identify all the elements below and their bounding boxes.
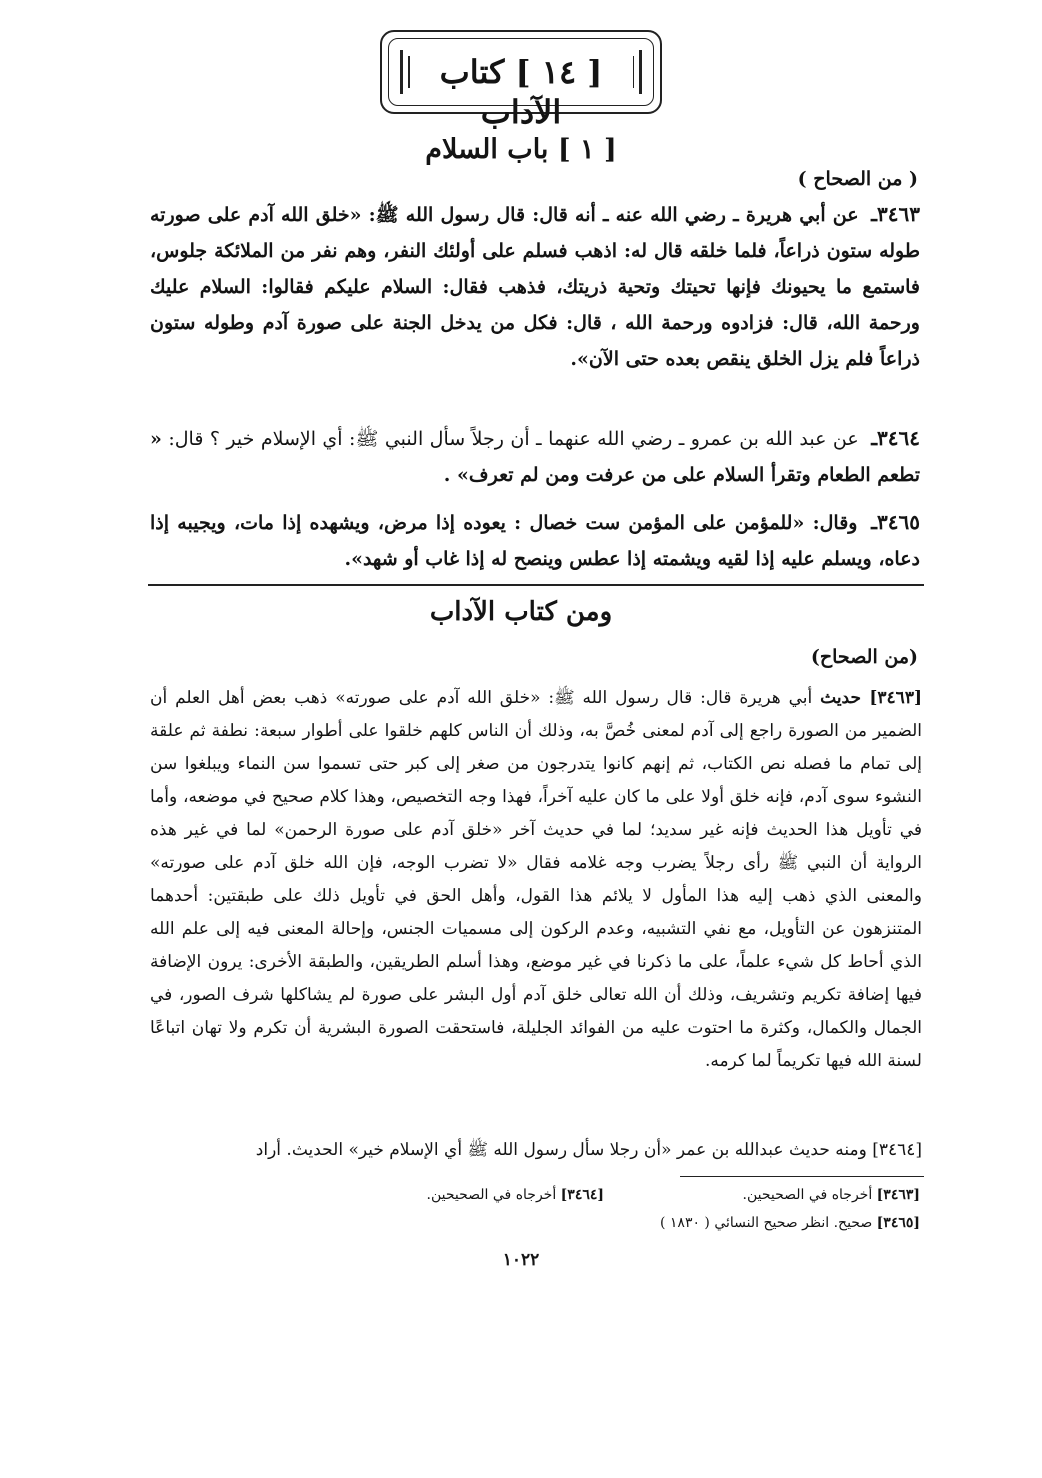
commentary-text: أبي هريرة قال: قال رسول الله ﷺ: «خلق الله آدم على صورته» ذهب بعض أهل العلم أن الضمير من الصورة راجع إلى آدم لمعنى خُصَّ به، وذلك أن الناس كلهم خلقوا على أطوار سبعة: نطفة ثم علقة إلى تمام ما فصله نص الكتاب، ثم إنهم كانوا يتدرجون من صغر إلى كبر حتى تسموا سن النماء ويبلغوا سن النشوء سوى آدم، فإنه خلق أولا على ما كان عليه آخراً، فهذا وجه التخصيص، وهذا كلام صحيح في موضعه، وأما في تأويل هذا الحديث فإنه غير سديد؛ لما في حديث آخر «خلق آدم على صورة الرحمن» لما في غير هذه الرواية أن النبي ﷺ رأى رجلاً يضرب وجه غلامه فقال «لا تضرب الوجه، فإن الله خلق آدم على صورته» والمعنى الذي ذهب إليه هذا المأول لا يلائم هذا القول، وأهل الحق في تأويل ذلك على طبقتين: أحدهما المتنزهون عن التأويل، مع نفي التشبيه، وعدم الركون إلى مسميات الجنس، وإحالة المعنى فيه إلى علم الله الذي أحاط كل شيء علماً، على ما ذكرنا في غير موضع، وهذا أسلم الطريقين، والطبقة الأخرى: يرون الإضافة فيها إضافة تكريم وتشريف، وذلك أن الله تعالى خلق آدم أول البشر على صورة لم يشاكلها شرف الصور، في الجمال والكمال، وكثرة ما احتوت عليه من الفوائد الجليلة، فاستحقت الصورة البشرية أن تكرم ولا تهان اتباعًا لسنة الله فيها تكريماً لما كرمه. <box>150 688 922 1071</box>
footnote-rule <box>680 1176 924 1177</box>
page-number: ١٠٢٢ <box>502 1250 540 1270</box>
commentary-text: عبدالله بن عمر «أن رجلا سأل رسول الله ﷺ أي الإسلام خير» الحديث. أراد <box>255 1140 784 1160</box>
title-frame-ornament-left-inner <box>408 56 410 88</box>
book-title: [ ١٤ ] كتاب الآداب <box>439 53 603 131</box>
hadith-3463 <box>150 196 920 377</box>
footnote <box>427 1184 605 1206</box>
hadith-3465 <box>150 504 920 577</box>
hadith-text: عن أبي هريرة ـ رضي الله عنه ـ أنه قال: قال رسول الله ﷺ: «خلق الله آدم على صورته طوله ستون ذراعاً، فلما خلقه قال له: اذهب فسلم على أولئك النفر، وهم نفر من الملائكة جلوس، فاستمع ما يحيونك فإنها تحيتك وتحية ذريتك، فذهب فقال: السلام عليكم فقالوا: السلام عليك ورحمة الله، قال: فزادوه ورحمة الله ، قال: فكل من يدخل الجنة على صورة آدم وطوله ستون ذراعاً فلم يزل الخلق ينقص بعده حتى الآن». <box>150 204 920 370</box>
title-frame-ornament-left <box>400 50 403 94</box>
hadith-number: ٣٤٦٥ـ <box>871 510 920 534</box>
commentary-3463 <box>150 682 922 1078</box>
hadith-number: ٣٤٦٣ـ <box>871 202 920 226</box>
title-frame-ornament-right-inner <box>633 56 635 88</box>
footnote <box>743 1184 921 1206</box>
footnote <box>660 1212 920 1234</box>
hadith-3464 <box>150 420 920 493</box>
commentary-ref: [٣٤٦٤] ومنه حديث <box>788 1140 922 1160</box>
book-title-frame <box>380 30 662 131</box>
chapter-title: [ ١ ] باب السلام <box>425 134 617 165</box>
source-label: ( من الصحاح ) <box>797 168 918 190</box>
section2-title: ومن كتاب الآداب <box>429 597 613 627</box>
footnote-text: أخرجاه في الصحيحين. <box>426 1187 557 1203</box>
hadith-intro: عن عبد الله بن عمرو ـ رضي الله عنهما ـ أن رجلاً سأل النبي ﷺ: أي الإسلام خير ؟ قال: <box>168 428 859 450</box>
commentary-ref: [٣٤٦٣] حديث <box>820 688 922 708</box>
commentary-3464 <box>150 1134 922 1167</box>
hadith-text: وقال: «للمؤمن على المؤمن ست خصال : يعوده إذا مرض، ويشهده إذا مات، ويجيبه إذا دعاه، ويسلم عليه إذا لقيه ويشمته إذا عطس وينصح له إذا غاب أو شهد». <box>150 512 920 570</box>
footnote-ref: [٣٤٦٣] <box>876 1187 920 1203</box>
section-divider <box>148 584 924 586</box>
hadith-text: « تطعم الطعام وتقرأ السلام على من عرفت ومن لم تعرف» . <box>150 428 920 486</box>
footnote-text: أخرجاه في الصحيحين. <box>742 1187 873 1203</box>
section2-source-label: (من الصحاح) <box>810 646 918 668</box>
footnote-text: صحيح. انظر صحيح النسائي ( ١٨٣٠ ) <box>659 1215 873 1231</box>
title-frame-ornament-right <box>639 50 642 94</box>
hadith-number: ٣٤٦٤ـ <box>871 426 921 450</box>
footnote-ref: [٣٤٦٤] <box>560 1187 604 1203</box>
footnote-ref: [٣٤٦٥] <box>876 1215 920 1231</box>
